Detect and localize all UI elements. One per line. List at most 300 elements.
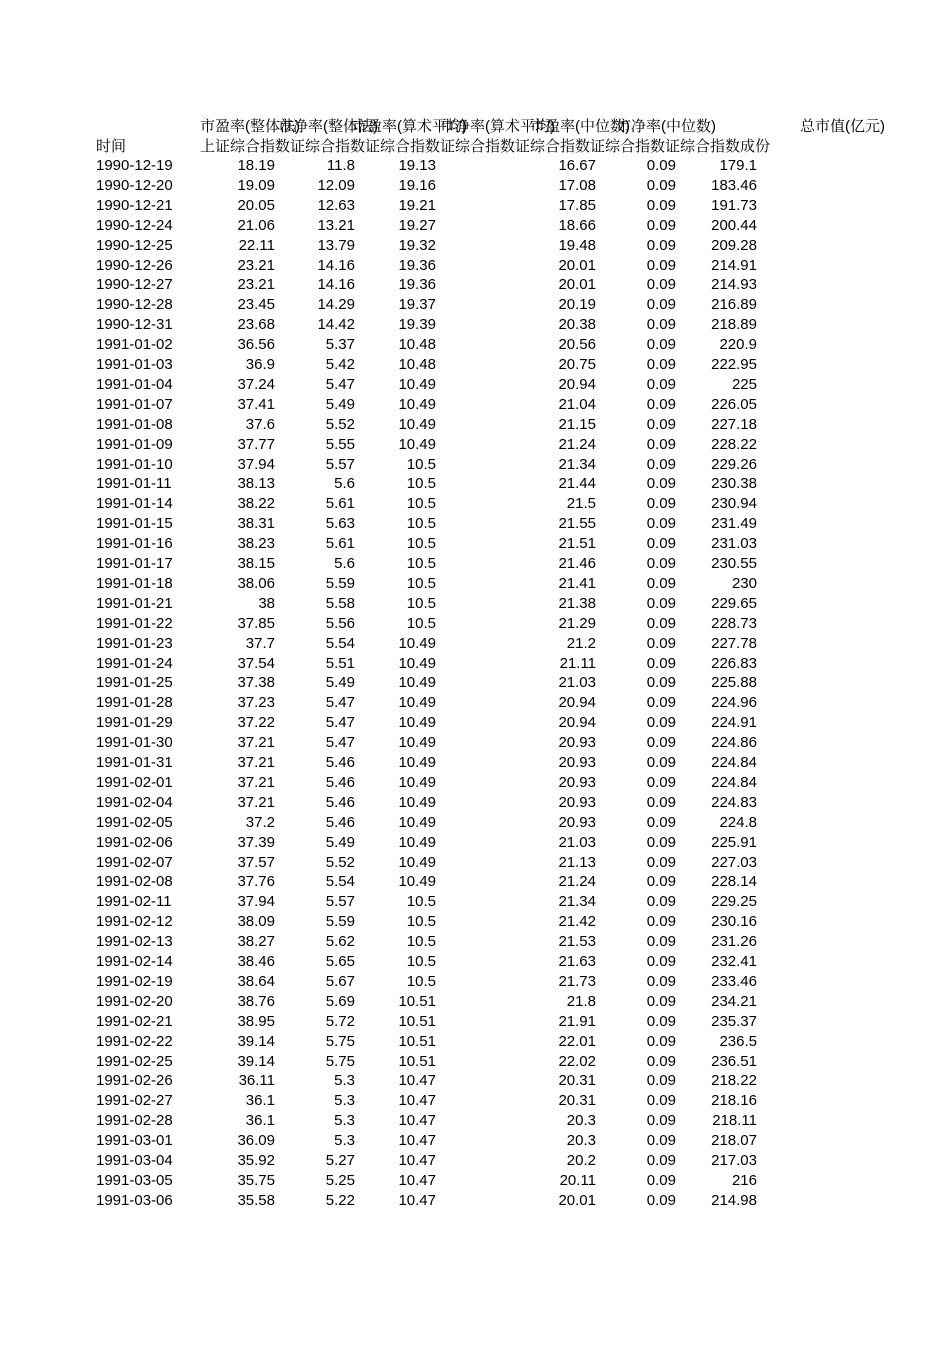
pe-mean-cell: 10.51: [398, 1032, 436, 1050]
pb-median-cell: 0.09: [646, 873, 676, 891]
pb-mean-cell: [436, 156, 516, 176]
pe-overall-cell: 37.21: [237, 773, 275, 791]
date-cell: 1990-12-21: [96, 196, 173, 214]
pe-overall-cell: 37.23: [237, 694, 275, 712]
pb-overall-cell: 5.46: [325, 754, 355, 771]
table-row: [0, 1071, 950, 1091]
date-cell: 1991-01-23: [96, 634, 173, 652]
pb-median-cell: 0.09: [646, 754, 676, 771]
pe-median-cell: 20.3: [566, 1112, 596, 1130]
market-cap-cell: 227.03: [711, 853, 757, 871]
pb-median-cell: 0.09: [646, 1052, 676, 1070]
pb-overall-cell: 14.16: [317, 256, 355, 274]
pb-mean-cell: [436, 872, 516, 892]
table-row: [0, 335, 950, 355]
date-cell: 1991-02-21: [96, 1012, 173, 1030]
pb-median-cell: 0.09: [646, 435, 676, 453]
date-cell: 1991-02-22: [96, 1032, 173, 1050]
pe-overall-cell: 23.68: [237, 316, 275, 334]
table-row: [0, 315, 950, 335]
pe-overall-cell: 20.05: [237, 196, 275, 214]
pe-mean-cell: 10.47: [398, 1152, 436, 1169]
pb-mean-cell: [436, 634, 516, 654]
pe-mean-cell: 10.49: [398, 833, 436, 851]
pb-mean-cell: [436, 693, 516, 713]
market-cap-cell: 230.94: [711, 495, 757, 513]
date-cell: 1991-01-18: [96, 574, 173, 592]
table-row: [0, 753, 950, 773]
pb-mean-cell: [436, 1091, 516, 1111]
pb-median-cell: 0.09: [646, 773, 676, 791]
pb-overall-cell: 5.47: [325, 714, 355, 732]
market-cap-cell: 233.46: [711, 972, 757, 990]
pe-mean-cell: 10.48: [398, 356, 436, 373]
market-cap-cell: 224.84: [711, 773, 757, 791]
market-cap-cell: 218.16: [711, 1092, 757, 1110]
pb-median-cell: 0.09: [646, 933, 676, 951]
pb-overall-cell: 5.54: [325, 634, 355, 652]
pb-median-cell: 0.09: [646, 594, 676, 612]
pb-median-cell: 0.09: [646, 1171, 676, 1189]
market-cap-cell: 236.5: [719, 1032, 757, 1050]
table-row: [0, 256, 950, 276]
pe-median-cell: 21.24: [558, 873, 596, 891]
table-row: [0, 594, 950, 614]
pb-mean-cell: [436, 1151, 516, 1171]
pb-mean-cell: [436, 534, 516, 554]
market-cap-cell: 218.11: [712, 1112, 757, 1130]
pb-overall-cell: 5.6: [334, 555, 355, 572]
pe-mean-cell: 10.47: [398, 1112, 436, 1130]
pe-overall-cell: 36.9: [245, 356, 275, 373]
table-row: [0, 972, 950, 992]
pe-median-cell: 21.51: [558, 535, 596, 553]
date-cell: 1991-03-06: [96, 1191, 173, 1209]
pe-mean-cell: 19.39: [398, 316, 436, 334]
pb-mean-cell: [436, 494, 516, 514]
pb-mean-cell: [436, 753, 516, 773]
col-header-pe-overall: 市盈率(整体法): [200, 118, 300, 135]
market-cap-cell: 224.83: [711, 793, 757, 811]
market-cap-cell: 230.55: [711, 555, 757, 572]
pe-overall-cell: 37.94: [237, 893, 275, 911]
pe-mean-cell: 10.5: [406, 475, 436, 493]
pb-mean-cell: [436, 455, 516, 475]
pb-median-cell: 0.09: [646, 654, 676, 672]
pb-median-cell: 0.09: [646, 1092, 676, 1110]
pb-median-cell: 0.09: [646, 634, 676, 652]
table-row: [0, 216, 950, 236]
market-cap-cell: 225.91: [711, 833, 757, 851]
date-cell: 1991-01-07: [96, 395, 173, 413]
pe-mean-cell: 10.5: [406, 913, 436, 931]
pe-median-cell: 20.93: [558, 754, 596, 771]
pb-median-cell: 0.09: [646, 714, 676, 732]
date-cell: 1991-02-05: [96, 813, 173, 831]
date-cell: 1991-01-24: [96, 654, 173, 672]
market-cap-cell: 229.26: [711, 455, 757, 473]
market-cap-cell: 227.78: [711, 634, 757, 652]
pe-overall-cell: 37.7: [245, 634, 275, 652]
table-row: [0, 713, 950, 733]
pe-overall-cell: 23.21: [237, 276, 275, 294]
pe-mean-cell: 10.49: [398, 415, 436, 433]
market-cap-cell: 235.37: [711, 1012, 757, 1030]
pe-mean-cell: 19.37: [398, 296, 436, 314]
pb-median-cell: 0.09: [646, 276, 676, 294]
pb-overall-cell: 5.47: [325, 734, 355, 752]
date-cell: 1991-01-16: [96, 535, 173, 553]
pb-median-cell: 0.09: [646, 415, 676, 433]
pe-overall-cell: 38.22: [237, 495, 275, 513]
pe-overall-cell: 18.19: [237, 157, 275, 174]
col-subheader-5: 证综合指数: [515, 138, 591, 155]
pb-mean-cell: [436, 236, 516, 256]
pe-median-cell: 21.13: [558, 853, 596, 871]
pe-overall-cell: 39.14: [237, 1052, 275, 1070]
table-row: [0, 853, 950, 873]
table-row: [0, 295, 950, 315]
pb-mean-cell: [436, 972, 516, 992]
market-cap-cell: 214.91: [711, 256, 757, 274]
table-row: [0, 654, 950, 674]
pb-mean-cell: [436, 932, 516, 952]
pb-median-cell: 0.09: [646, 196, 676, 214]
pe-overall-cell: 22.11: [238, 236, 275, 254]
date-cell: 1990-12-26: [96, 256, 173, 274]
pe-overall-cell: 38.31: [237, 515, 275, 533]
pb-mean-cell: [436, 295, 516, 315]
market-cap-cell: 229.65: [711, 594, 757, 612]
pe-median-cell: 18.66: [558, 216, 596, 234]
pb-overall-cell: 5.58: [325, 594, 355, 612]
pe-mean-cell: 10.47: [398, 1171, 436, 1189]
pb-median-cell: 0.09: [646, 813, 676, 831]
pb-overall-cell: 5.54: [325, 873, 355, 891]
market-cap-cell: 228.22: [711, 435, 757, 453]
date-cell: 1991-01-31: [96, 754, 173, 771]
table-row: [0, 156, 950, 176]
pb-median-cell: 0.09: [646, 395, 676, 413]
pb-overall-cell: 14.42: [317, 316, 355, 334]
pb-overall-cell: 5.37: [325, 336, 355, 354]
pe-median-cell: 21.15: [558, 415, 596, 433]
date-cell: 1991-01-14: [96, 495, 173, 513]
pb-median-cell: 0.09: [646, 992, 676, 1010]
pe-mean-cell: 10.5: [406, 555, 436, 572]
col-header-total-market-cap: 总市值(亿元): [800, 118, 885, 135]
pe-mean-cell: 19.36: [398, 256, 436, 274]
table-row: [0, 634, 950, 654]
col-header-pb-mean: 市净率(算术平均): [440, 118, 555, 135]
table-row: [0, 435, 950, 455]
pe-overall-cell: 38.95: [237, 1012, 275, 1030]
pe-mean-cell: 19.27: [398, 216, 436, 234]
pe-overall-cell: 38.15: [237, 555, 275, 572]
pe-mean-cell: 10.5: [406, 594, 436, 612]
market-cap-cell: 230.16: [711, 913, 757, 931]
pe-median-cell: 21.2: [566, 634, 596, 652]
pb-mean-cell: [436, 395, 516, 415]
pe-median-cell: 20.94: [558, 714, 596, 732]
pe-median-cell: 21.55: [558, 515, 596, 533]
pe-overall-cell: 38.27: [237, 933, 275, 951]
pb-overall-cell: 5.65: [325, 953, 355, 970]
date-cell: 1991-02-13: [96, 933, 173, 951]
pe-mean-cell: 10.5: [406, 953, 436, 970]
pb-median-cell: 0.09: [646, 972, 676, 990]
pe-mean-cell: 10.49: [398, 375, 436, 393]
pe-median-cell: 21.03: [558, 674, 596, 692]
pb-mean-cell: [436, 614, 516, 634]
date-cell: 1991-02-06: [96, 833, 173, 851]
pb-overall-cell: 5.75: [325, 1052, 355, 1070]
date-cell: 1991-01-22: [96, 614, 173, 632]
pb-overall-cell: 14.16: [317, 276, 355, 294]
market-cap-cell: 229.25: [711, 893, 757, 911]
date-cell: 1991-02-01: [96, 773, 173, 791]
pb-overall-cell: 5.27: [325, 1152, 355, 1169]
pe-overall-cell: 37.38: [237, 674, 275, 692]
pb-overall-cell: 5.46: [325, 793, 355, 811]
pe-mean-cell: 19.21: [398, 196, 436, 214]
pb-overall-cell: 5.49: [325, 674, 355, 692]
table-row: [0, 892, 950, 912]
pe-overall-cell: 35.92: [237, 1152, 275, 1169]
table-row: [0, 733, 950, 753]
col-header-pe-median: 市盈率(中位数): [530, 118, 630, 135]
table-row: [0, 415, 950, 435]
pb-mean-cell: [436, 1052, 516, 1072]
table-row: [0, 176, 950, 196]
pe-mean-cell: 10.5: [406, 614, 436, 632]
pe-mean-cell: 10.5: [406, 972, 436, 990]
table-row: [0, 1012, 950, 1032]
market-cap-cell: 228.14: [711, 873, 757, 891]
pe-overall-cell: 37.24: [237, 375, 275, 393]
date-cell: 1991-01-10: [96, 455, 173, 473]
table-row: [0, 813, 950, 833]
pb-median-cell: 0.09: [646, 1191, 676, 1209]
pe-median-cell: 21.03: [558, 833, 596, 851]
pe-median-cell: 21.63: [558, 953, 596, 970]
pb-median-cell: 0.09: [646, 455, 676, 473]
date-cell: 1990-12-19: [96, 157, 173, 174]
pb-mean-cell: [436, 315, 516, 335]
table-row: [0, 554, 950, 574]
date-cell: 1991-01-28: [96, 694, 173, 712]
pb-mean-cell: [436, 1191, 516, 1211]
date-cell: 1991-03-01: [96, 1132, 173, 1150]
pe-overall-cell: 37.21: [237, 793, 275, 811]
pe-mean-cell: 10.49: [398, 873, 436, 891]
table-row: [0, 275, 950, 295]
pe-overall-cell: 35.58: [237, 1191, 275, 1209]
pb-median-cell: 0.09: [646, 176, 676, 194]
date-cell: 1991-02-27: [96, 1092, 173, 1110]
pb-mean-cell: [436, 952, 516, 972]
date-cell: 1991-03-05: [96, 1171, 173, 1189]
pe-mean-cell: 19.36: [398, 276, 436, 294]
pe-overall-cell: 19.09: [237, 176, 275, 194]
table-row: [0, 693, 950, 713]
pe-overall-cell: 38.09: [237, 913, 275, 931]
market-cap-cell: 234.21: [711, 992, 757, 1010]
pe-median-cell: 21.46: [558, 555, 596, 572]
pe-overall-cell: 38: [258, 594, 275, 612]
pe-overall-cell: 35.75: [237, 1171, 275, 1189]
table-row: [0, 614, 950, 634]
pb-overall-cell: 5.61: [325, 535, 355, 553]
market-cap-cell: 222.95: [711, 356, 757, 373]
table-row: [0, 773, 950, 793]
market-cap-cell: 231.03: [711, 535, 757, 553]
pe-overall-cell: 37.57: [237, 853, 275, 871]
pe-median-cell: 19.48: [558, 236, 596, 254]
pe-overall-cell: 37.54: [237, 654, 275, 672]
pb-median-cell: 0.09: [646, 694, 676, 712]
pe-median-cell: 16.67: [558, 157, 596, 174]
market-cap-cell: 227.18: [711, 415, 757, 433]
date-cell: 1991-01-08: [96, 415, 173, 433]
pe-overall-cell: 37.77: [237, 435, 275, 453]
pb-mean-cell: [436, 176, 516, 196]
table-row: [0, 833, 950, 853]
market-cap-cell: 225: [731, 375, 757, 393]
pe-overall-cell: 36.1: [245, 1112, 275, 1130]
pe-mean-cell: 10.5: [406, 495, 436, 513]
pe-overall-cell: 39.14: [237, 1032, 275, 1050]
date-cell: 1991-02-12: [96, 913, 173, 931]
market-cap-cell: 209.28: [711, 236, 757, 254]
pe-mean-cell: 10.49: [398, 634, 436, 652]
pe-median-cell: 21.38: [558, 594, 596, 612]
pe-mean-cell: 10.51: [398, 1052, 436, 1070]
pe-median-cell: 20.11: [559, 1171, 596, 1189]
market-cap-cell: 214.98: [711, 1191, 757, 1209]
pe-overall-cell: 38.13: [237, 475, 275, 493]
table-row: [0, 355, 950, 375]
pb-overall-cell: 5.61: [325, 495, 355, 513]
pb-overall-cell: 5.57: [325, 455, 355, 473]
pb-median-cell: 0.09: [646, 316, 676, 334]
market-cap-cell: 220.9: [719, 336, 757, 354]
date-cell: 1991-01-11: [96, 475, 172, 493]
pe-overall-cell: 37.41: [237, 395, 275, 413]
market-cap-cell: 183.46: [711, 176, 757, 194]
pe-median-cell: 20.31: [558, 1072, 596, 1090]
pe-overall-cell: 21.06: [237, 216, 275, 234]
table-row: [0, 1171, 950, 1191]
pb-mean-cell: [436, 256, 516, 276]
pe-mean-cell: 19.16: [398, 176, 436, 194]
market-cap-cell: 230: [731, 574, 757, 592]
pe-median-cell: 20.3: [566, 1132, 596, 1150]
date-cell: 1991-02-25: [96, 1052, 173, 1070]
pb-overall-cell: 5.51: [325, 654, 355, 672]
date-cell: 1991-02-14: [96, 953, 173, 970]
pb-overall-cell: 5.52: [325, 853, 355, 871]
pe-median-cell: 21.24: [558, 435, 596, 453]
pb-median-cell: 0.09: [646, 296, 676, 314]
pb-overall-cell: 5.55: [325, 435, 355, 453]
pe-mean-cell: 10.49: [398, 674, 436, 692]
table-row: [0, 534, 950, 554]
table-row: [0, 1131, 950, 1151]
pb-overall-cell: 5.46: [325, 813, 355, 831]
pe-overall-cell: 36.56: [237, 336, 275, 354]
pb-mean-cell: [436, 415, 516, 435]
date-cell: 1991-02-19: [96, 972, 173, 990]
pb-mean-cell: [436, 594, 516, 614]
table-row: [0, 1091, 950, 1111]
pb-mean-cell: [436, 992, 516, 1012]
date-cell: 1991-01-30: [96, 734, 173, 752]
col-subheader-3: 证综合指数: [365, 138, 441, 155]
pe-overall-cell: 37.85: [237, 614, 275, 632]
pe-mean-cell: 10.49: [398, 694, 436, 712]
market-cap-cell: 218.89: [711, 316, 757, 334]
pe-overall-cell: 37.94: [237, 455, 275, 473]
pb-overall-cell: 5.22: [325, 1191, 355, 1209]
table-row: [0, 793, 950, 813]
pb-median-cell: 0.09: [646, 853, 676, 871]
pb-mean-cell: [436, 912, 516, 932]
pb-median-cell: 0.09: [646, 1112, 676, 1130]
pe-mean-cell: 10.47: [398, 1092, 436, 1110]
date-cell: 1991-01-25: [96, 674, 173, 692]
market-cap-cell: 200.44: [711, 216, 757, 234]
table-row: [0, 574, 950, 594]
pb-overall-cell: 5.56: [325, 614, 355, 632]
pb-median-cell: 0.09: [646, 913, 676, 931]
market-cap-cell: 225.88: [711, 674, 757, 692]
pe-median-cell: 20.93: [558, 773, 596, 791]
pb-mean-cell: [436, 1171, 516, 1191]
table-row: [0, 375, 950, 395]
pe-mean-cell: 10.47: [398, 1191, 436, 1209]
date-cell: 1991-02-04: [96, 793, 173, 811]
table-row: [0, 474, 950, 494]
pe-mean-cell: 10.49: [398, 813, 436, 831]
pb-overall-cell: 5.3: [334, 1072, 355, 1090]
table-row: [0, 912, 950, 932]
pb-overall-cell: 11.8: [326, 157, 355, 174]
market-cap-cell: 224.8: [719, 813, 757, 831]
table-row: [0, 1032, 950, 1052]
pb-median-cell: 0.09: [646, 375, 676, 393]
pe-mean-cell: 10.5: [406, 893, 436, 911]
pb-median-cell: 0.09: [646, 236, 676, 254]
pe-median-cell: 20.75: [558, 356, 596, 373]
pe-overall-cell: 37.21: [237, 754, 275, 771]
pe-mean-cell: 10.5: [406, 515, 436, 533]
row-header-time: 时间: [96, 138, 127, 155]
date-cell: 1991-03-04: [96, 1152, 173, 1169]
pb-mean-cell: [436, 196, 516, 216]
pe-median-cell: 20.94: [558, 694, 596, 712]
date-cell: 1990-12-20: [96, 176, 173, 194]
pe-mean-cell: 10.49: [398, 754, 436, 771]
pb-median-cell: 0.09: [646, 674, 676, 692]
pb-overall-cell: 5.42: [325, 356, 355, 373]
pe-median-cell: 20.93: [558, 813, 596, 831]
pb-median-cell: 0.09: [646, 1012, 676, 1030]
pb-median-cell: 0.09: [646, 356, 676, 373]
pb-median-cell: 0.09: [646, 614, 676, 632]
pb-median-cell: 0.09: [646, 1152, 676, 1169]
pe-overall-cell: 36.11: [238, 1072, 275, 1090]
